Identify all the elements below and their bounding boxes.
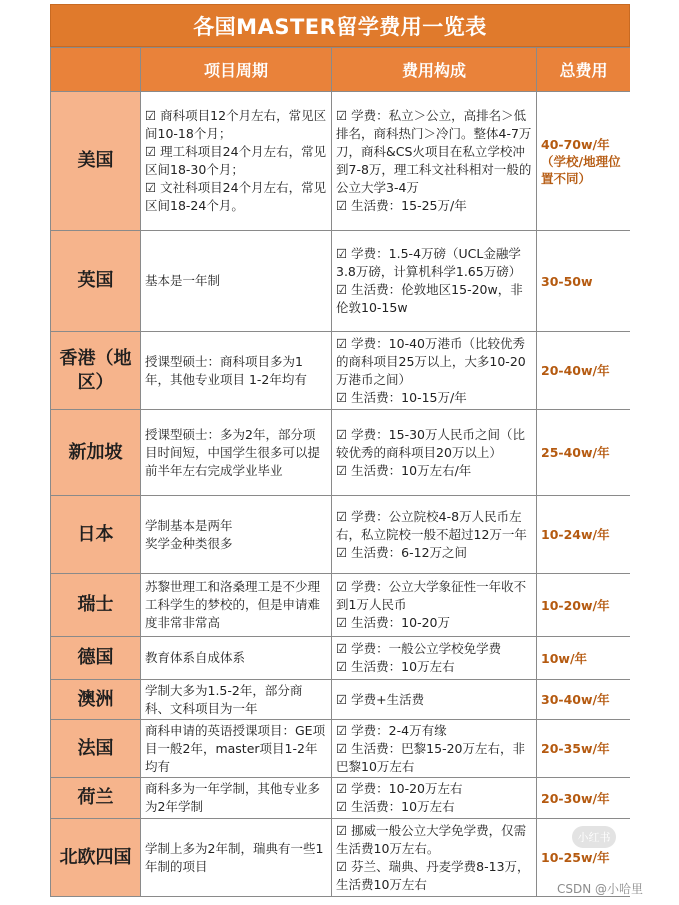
cost-line: ☑ 学费：私立＞公立，高排名＞低排名，商科热门＞冷门。整体4-7万刀，商科&CS火项目在私立学校冲到7-8万，理工科文社科相对一般的公立大学3-4万	[336, 108, 532, 195]
total-value: 10-25w/年	[541, 850, 610, 865]
cost-line: ☑ 学费：10-40万港币（比较优秀的商科项目25万以上，大多10-20万港币之间）	[336, 335, 526, 387]
period-line: ☑ 文社科项目24个月左右，常见区间18-24个月。	[145, 180, 327, 213]
cost-line: ☑ 学费：15-30万人民币之间（比较优秀的商科项目20万以上）	[336, 426, 526, 460]
period-line: ☑ 理工科项目24个月左右，常见区间18-30个月；	[145, 144, 327, 177]
total-value: 30-50w	[541, 273, 593, 289]
cost-cell	[332, 637, 537, 680]
cost-line: ☑ 学费：1.5-4万磅（UCL金融学3.8万磅，计算机科学1.65万磅）	[336, 246, 522, 279]
country-cell: 日本	[51, 496, 141, 574]
cost-line: ☑ 学费+生活费	[336, 691, 425, 707]
cost-line: ☑ 学费：公立大学象征性一年收不到1万人民币	[336, 579, 527, 612]
total-cell	[537, 496, 631, 574]
cost-line: ☑ 生活费：巴黎15-20万左右，非巴黎10万左右	[336, 740, 526, 774]
cost-cell	[332, 496, 537, 574]
cost-line: ☑ 生活费：15-25万/年	[336, 198, 467, 213]
total-value: 25-40w/年	[541, 445, 610, 460]
period-cell	[141, 332, 332, 410]
period-cell	[141, 778, 332, 819]
table-row	[51, 574, 631, 637]
cost-cell	[332, 332, 537, 410]
country-cell: 澳洲	[51, 680, 141, 720]
period-line: 商科多为一年学制，其他专业多为2年学制	[145, 781, 321, 814]
country-cell: 北欧四国	[51, 819, 141, 897]
cost-line: ☑ 生活费：10万左右/年	[336, 462, 472, 478]
total-value: 10-24w/年	[541, 527, 610, 542]
table-row	[51, 231, 631, 332]
sheet-title: 各国MASTER留学费用一览表	[50, 4, 630, 47]
cost-line: ☑ 生活费：10-20万	[336, 615, 451, 630]
cost-line: ☑ 生活费：10万左右	[336, 799, 455, 814]
watermark: CSDN @小哈里	[556, 882, 643, 896]
total-cell	[537, 637, 631, 680]
cost-cell	[332, 231, 537, 332]
period-line: 教育体系自成体系	[145, 650, 246, 665]
cost-cell	[332, 92, 537, 231]
period-line: 基本是一年制	[145, 273, 221, 288]
period-line: 奖学金种类很多	[145, 535, 233, 551]
period-line: ☑ 商科项目12个月左右，常见区间10-18个月；	[145, 108, 327, 141]
cost-line: ☑ 生活费：10万左右	[336, 659, 455, 674]
cost-line: ☑ 芬兰、瑞典、丹麦学费8-13万，生活费10万左右	[336, 858, 530, 892]
cost-cell	[332, 410, 537, 496]
period-line: 学制基本是两年	[145, 517, 233, 533]
logo-stamp: 小红书	[572, 826, 616, 848]
country-cell: 瑞士	[51, 574, 141, 637]
cost-cell	[332, 819, 537, 897]
table-row	[51, 637, 631, 680]
total-value: 20-35w/年	[541, 741, 610, 756]
country-cell: 新加坡	[51, 410, 141, 496]
cost-cell	[332, 574, 537, 637]
table-row	[51, 92, 631, 231]
table-row	[51, 778, 631, 819]
header-country	[51, 48, 141, 92]
cost-cell	[332, 680, 537, 720]
period-line: 学制大多为1.5-2年，部分商科、文科项目为一年	[145, 682, 303, 716]
period-cell	[141, 819, 332, 897]
header-period: 项目周期	[141, 48, 332, 92]
cost-line: ☑ 学费：一般公立学校免学费	[336, 641, 502, 656]
cost-line: ☑ 挪威一般公立大学免学费，仅需生活费10万左右。	[336, 822, 527, 856]
table-row	[51, 680, 631, 720]
cost-line: ☑ 生活费：10-15万/年	[336, 389, 467, 405]
country-cell: 美国	[51, 92, 141, 231]
total-cell	[537, 720, 631, 778]
table-row	[51, 332, 631, 410]
total-value: 10w/年	[541, 650, 588, 666]
period-line: 学制上多为2年制，瑞典有一些1年制的项目	[145, 840, 324, 874]
header-row	[51, 48, 631, 92]
total-cell	[537, 332, 631, 410]
total-cell	[537, 574, 631, 637]
table-row	[51, 496, 631, 574]
period-line: 授课型硕士：多为2年，部分项目时间短，中国学生很多可以提前半年左右完成学业毕业	[145, 426, 321, 478]
total-value: 10-20w/年	[541, 597, 610, 613]
header-total: 总费用	[537, 48, 631, 92]
table-row	[51, 720, 631, 778]
period-line: 授课型硕士：商科项目多为1年，其他专业项目 1-2年均有	[145, 353, 307, 387]
period-line: 苏黎世理工和洛桑理工是不少理工科学生的梦校的，但是申请难度非常非常高	[145, 579, 321, 630]
country-cell: 英国	[51, 231, 141, 332]
period-cell	[141, 231, 332, 332]
total-cell	[537, 92, 631, 231]
country-cell: 荷兰	[51, 778, 141, 819]
period-cell	[141, 680, 332, 720]
cost-line: ☑ 学费：公立院校4-8万人民币左右，私立院校一般不超过12万一年	[336, 508, 527, 542]
period-line: 商科申请的英语授课项目：GE项目一般2年，master项目1-2年均有	[145, 722, 326, 774]
total-value: 20-30w/年	[541, 790, 610, 806]
table-row	[51, 819, 631, 897]
total-value: 30-40w/年	[541, 692, 610, 707]
cost-table	[50, 47, 630, 897]
period-cell	[141, 637, 332, 680]
country-cell: 德国	[51, 637, 141, 680]
total-note: （学校/地理位置不同）	[541, 153, 621, 186]
period-cell	[141, 92, 332, 231]
total-cell	[537, 231, 631, 332]
table-row	[51, 410, 631, 496]
total-cell	[537, 680, 631, 720]
cost-sheet	[50, 4, 630, 901]
country-cell: 法国	[51, 720, 141, 778]
total-cell	[537, 778, 631, 819]
period-cell	[141, 410, 332, 496]
cost-line: ☑ 生活费：6-12万之间	[336, 544, 468, 560]
period-cell	[141, 720, 332, 778]
country-cell: 香港（地区）	[51, 332, 141, 410]
period-cell	[141, 574, 332, 637]
total-cell	[537, 410, 631, 496]
cost-cell	[332, 778, 537, 819]
total-value: 20-40w/年	[541, 363, 610, 378]
cost-cell	[332, 720, 537, 778]
cost-line: ☑ 学费：2-4万有缘	[336, 722, 447, 738]
total-value: 40-70w/年	[541, 136, 610, 152]
header-cost: 费用构成	[332, 48, 537, 92]
period-cell	[141, 496, 332, 574]
cost-line: ☑ 学费：10-20万左右	[336, 781, 463, 796]
cost-line: ☑ 生活费：伦敦地区15-20w，非伦敦10-15w	[336, 282, 523, 315]
